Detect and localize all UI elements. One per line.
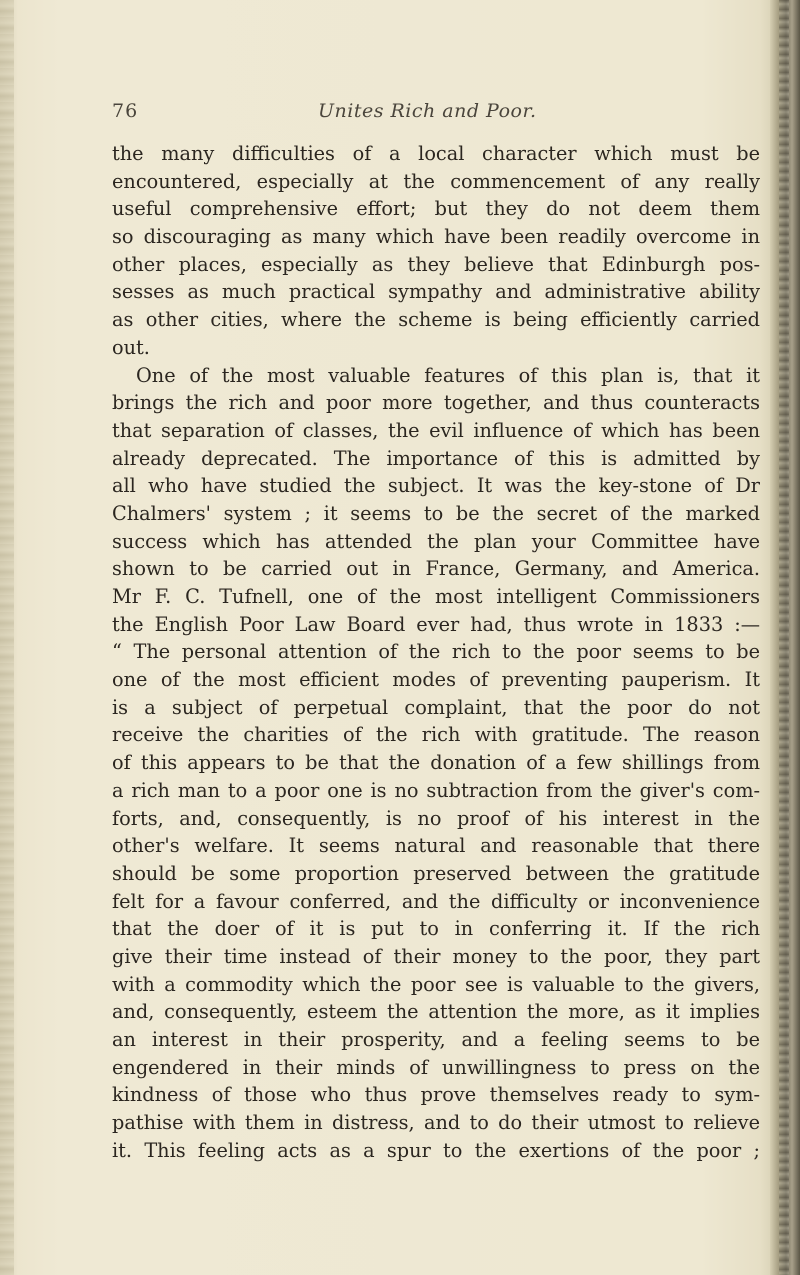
running-title: Unites Rich and Poor. bbox=[318, 100, 537, 122]
text-line: the English Poor Law Board ever had, thus wrote in 1833 :— bbox=[112, 612, 760, 636]
text-line: kindness of those who thus prove themselves ready to sym- bbox=[112, 1083, 760, 1107]
text-line: of this appears to be that the donation of a few shillings from bbox=[112, 751, 760, 775]
text-line: other places, especially as they believe that Edinburgh pos- bbox=[112, 252, 760, 276]
page-number: 76 bbox=[112, 100, 139, 122]
text-line: encountered, especially at the commencement of any really bbox=[112, 169, 760, 193]
text-line: out. bbox=[112, 335, 150, 359]
text-line: with a commodity which the poor see is valuable to the givers, bbox=[112, 972, 760, 996]
text-line: all who have studied the subject. It was the key-stone of Dr bbox=[112, 474, 760, 498]
text-line: an interest in their prosperity, and a feeling seems to be bbox=[112, 1028, 760, 1051]
text-line: and, consequently, esteem the attention the more, as it implies bbox=[112, 1000, 760, 1024]
text-line: should be some proportion preserved between the gratitude bbox=[112, 861, 760, 885]
page-left-margin-shadow bbox=[0, 0, 14, 1275]
body-text bbox=[112, 140, 760, 1164]
text-line: pathise with them in distress, and to do their utmost to relieve bbox=[112, 1111, 760, 1135]
text-line: “ The personal attention of the rich to the poor seems to be bbox=[112, 640, 760, 664]
page-header bbox=[112, 96, 760, 126]
text-line: already deprecated. The importance of this is admitted by bbox=[112, 446, 760, 470]
text-line: useful comprehensive effort; but they do not deem them bbox=[112, 197, 760, 221]
text-line: brings the rich and poor more together, and thus counteracts bbox=[112, 391, 760, 415]
text-line: receive the charities of the rich with gratitude. The reason bbox=[112, 723, 760, 747]
text-line: that the doer of it is put to in conferring it. If the rich bbox=[112, 917, 760, 941]
text-line: other's welfare. It seems natural and reasonable that there bbox=[112, 834, 760, 858]
book-spine-edge bbox=[770, 0, 800, 1275]
text-line: shown to be carried out in France, Germany, and America. bbox=[112, 557, 760, 581]
text-line: felt for a favour conferred, and the difficulty or inconvenience bbox=[112, 889, 760, 913]
text-line: so discouraging as many which have been readily overcome in bbox=[112, 225, 760, 249]
text-line: give their time instead of their money to the poor, they part bbox=[112, 944, 760, 968]
text-line: One of the most valuable features of this plan is, that it bbox=[136, 363, 760, 387]
text-line: engendered in their minds of unwillingness to press on the bbox=[112, 1055, 760, 1079]
text-line: one of the most efficient modes of preventing pauperism. It bbox=[112, 668, 760, 692]
text-line: it. This feeling acts as a spur to the exertions of the poor ; bbox=[112, 1138, 760, 1162]
text-line: Chalmers' system ; it seems to be the secret of the marked bbox=[112, 501, 760, 525]
text-line: that separation of classes, the evil influence of which has been bbox=[112, 418, 760, 442]
text-line: a rich man to a poor one is no subtraction from the giver's com- bbox=[112, 778, 760, 802]
text-line: Mr F. C. Tufnell, one of the most intelligent Commissioners bbox=[112, 585, 760, 608]
text-line: as other cities, where the scheme is being efficiently carried bbox=[112, 308, 760, 332]
text-line: is a subject of perpetual complaint, that the poor do not bbox=[112, 695, 760, 719]
text-line: success which has attended the plan your Committee have bbox=[112, 529, 760, 553]
text-line: sesses as much practical sympathy and administrative ability bbox=[112, 280, 760, 304]
text-line: forts, and, consequently, is no proof of his interest in the bbox=[112, 806, 760, 830]
text-line: the many difficulties of a local character which must be bbox=[112, 142, 760, 165]
